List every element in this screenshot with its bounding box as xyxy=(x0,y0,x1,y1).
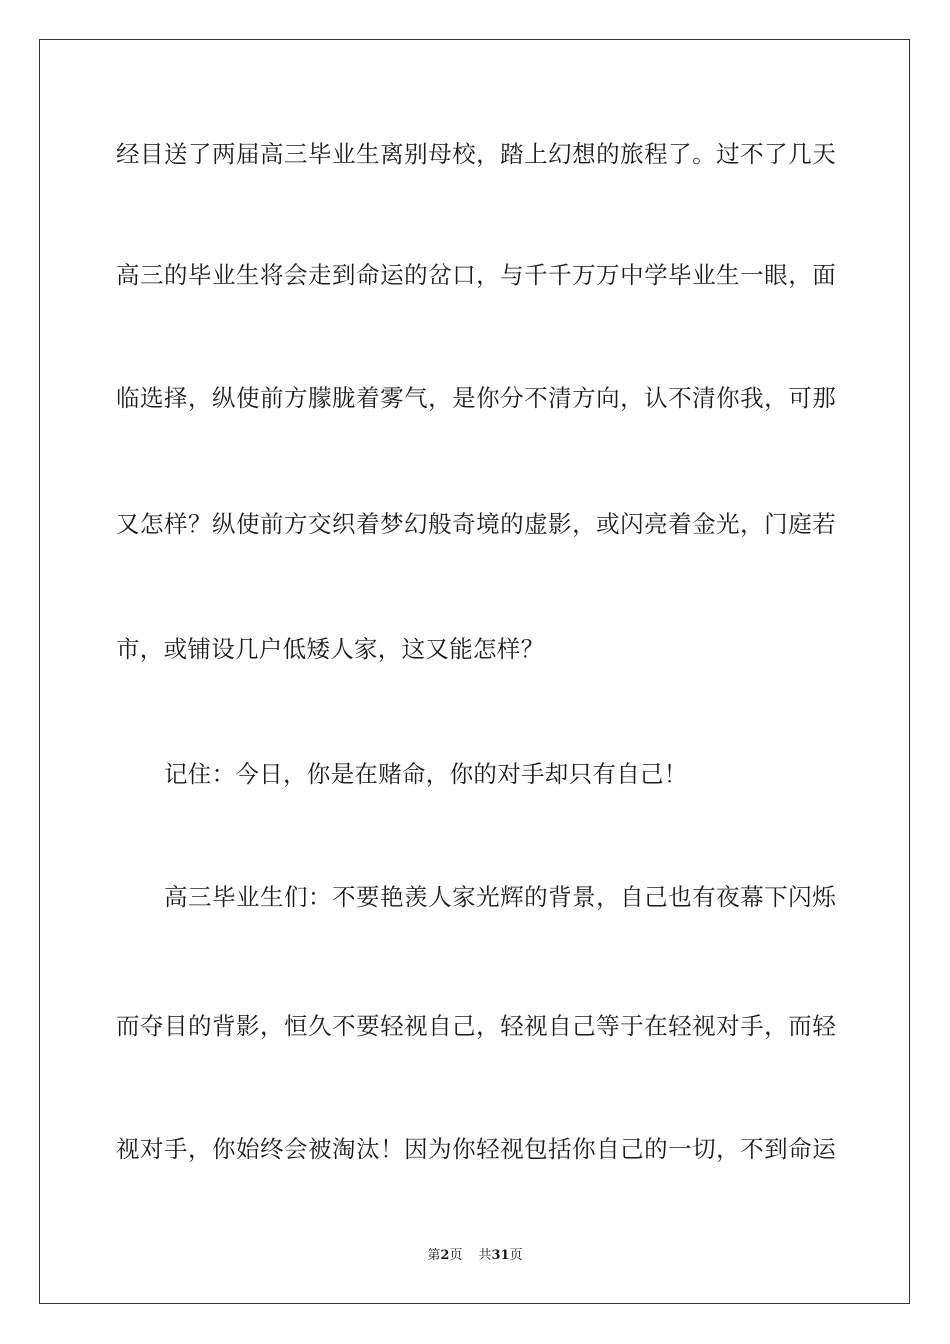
total-label-suffix: 页 xyxy=(509,1248,523,1263)
page-number: 2 xyxy=(440,1248,450,1263)
total-label-prefix: 共 xyxy=(478,1248,492,1263)
page-label-suffix: 页 xyxy=(449,1248,463,1263)
text-line: 高三的毕业生将会走到命运的岔口，与千千万万中学毕业生一眼，面 xyxy=(116,261,836,289)
text-line: 而夺目的背影，恒久不要轻视自己，轻视自己等于在轻视对手，而轻 xyxy=(116,1012,836,1040)
paragraph-start-line: 高三毕业生们：不要艳羡人家光辉的背景，自己也有夜幕下闪烁 xyxy=(164,883,836,911)
text-line: 视对手，你始终会被淘汰！因为你轻视包括你自己的一切，不到命运 xyxy=(116,1135,836,1163)
text-line: 临选择，纵使前方朦胧着雾气，是你分不清方向，认不清你我，可那 xyxy=(116,384,836,412)
page-label-prefix: 第 xyxy=(427,1248,441,1263)
total-pages: 31 xyxy=(491,1248,510,1263)
text-line: 又怎样？纵使前方交织着梦幻般奇境的虚影，或闪亮着金光，门庭若 xyxy=(116,510,836,538)
paragraph-start-line: 记住：今日，你是在赌命，你的对手却只有自己！ xyxy=(164,760,688,788)
text-line: 经目送了两届高三毕业生离别母校，踏上幻想的旅程了。过不了几天 xyxy=(116,140,836,168)
page-border xyxy=(39,39,910,1304)
page-footer xyxy=(0,1247,950,1265)
text-line: 市，或铺设几户低矮人家，这又能怎样？ xyxy=(116,635,545,663)
